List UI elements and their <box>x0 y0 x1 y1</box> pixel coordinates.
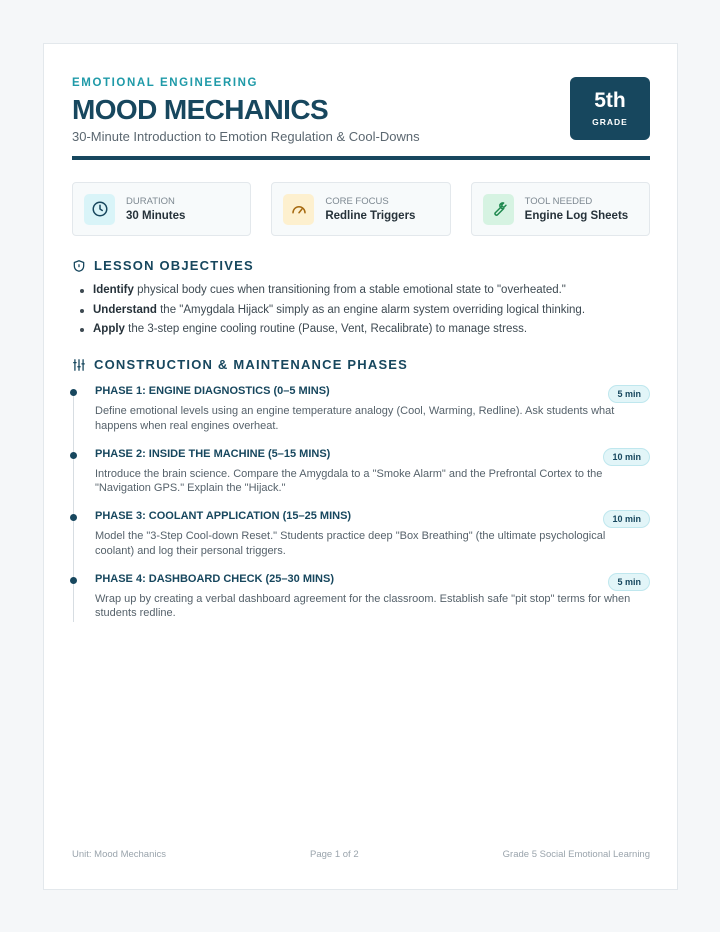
phase-description: Introduce the brain science. Compare the Amygdala to a "Smoke Alarm" and the Prefrontal Cortex to the "Navigation GPS." Explain the "Hijack." <box>95 467 603 495</box>
phase-description: Model the "3-Step Cool-down Reset." Students practice deep "Box Breathing" (the ultimate psychological coolant) and log their personal triggers. <box>95 530 606 557</box>
grade-label: GRADE <box>592 117 628 127</box>
sliders-icon <box>72 358 86 372</box>
card-label: TOOL NEEDED <box>524 196 593 207</box>
page-footer <box>72 849 650 860</box>
grade-number: 5th <box>594 89 626 112</box>
duration-badge: 5 min <box>608 573 650 591</box>
objective-verb: Understand <box>93 303 157 316</box>
phase-item <box>72 570 650 633</box>
card-label: CORE FOCUS <box>325 196 389 207</box>
footer-course: Grade 5 Social Emotional Learning <box>502 849 650 860</box>
phase-description: Define emotional levels using an engine temperature analogy (Cool, Warming, Redline). Ask students what happens when real engines overheat. <box>95 405 615 432</box>
objectives-header <box>72 258 254 273</box>
phase-title: PHASE 3: COOLANT APPLICATION (15–25 MINS) <box>95 510 352 523</box>
grade-badge <box>570 77 650 140</box>
clock-icon <box>84 194 115 225</box>
footer-page-number: Page 1 of 2 <box>310 849 359 860</box>
timeline-dot <box>70 389 77 396</box>
footer-unit: Unit: Mood Mechanics <box>72 849 166 860</box>
card-value: Redline Triggers <box>325 210 416 222</box>
phase-item <box>72 507 650 570</box>
objective-text: the "Amygdala Hijack" simply as an engine alarm system overriding logical thinking. <box>156 303 586 316</box>
page-subtitle: 30-Minute Introduction to Emotion Regulation & Cool-Downs <box>72 129 420 144</box>
list-item <box>80 320 640 340</box>
duration-badge: 10 min <box>603 448 650 466</box>
duration-badge: 10 min <box>603 510 650 528</box>
phase-title: PHASE 2: INSIDE THE MACHINE (5–15 MINS) <box>95 447 331 460</box>
page-title: MOOD MECHANICS <box>72 94 329 125</box>
timeline-dot <box>70 577 77 584</box>
eyebrow-label: EMOTIONAL ENGINEERING <box>72 77 259 89</box>
phases-title: CONSTRUCTION & MAINTENANCE PHASES <box>94 357 409 372</box>
phases-header <box>72 357 408 372</box>
list-item <box>80 281 640 301</box>
info-card-core-focus <box>271 182 450 236</box>
header-divider <box>72 156 650 160</box>
objective-text: the 3-step engine cooling routine (Pause, Vent, Recalibrate) to manage stress. <box>124 323 528 335</box>
header <box>72 77 650 144</box>
info-card-tool-needed <box>471 182 650 236</box>
gauge-icon <box>283 194 314 225</box>
info-card-duration <box>72 182 251 236</box>
list-item <box>80 301 640 321</box>
card-value: 30 Minutes <box>126 210 186 222</box>
phase-title: PHASE 4: DASHBOARD CHECK (25–30 MINS) <box>95 572 334 585</box>
phase-item <box>72 382 650 445</box>
objective-text: physical body cues when transitioning from a stable emotional state to "overheated." <box>133 284 566 296</box>
card-value: Engine Log Sheets <box>524 210 629 222</box>
card-label: DURATION <box>126 196 175 207</box>
shield-icon <box>72 259 86 273</box>
phase-item <box>72 445 650 508</box>
info-cards <box>72 182 650 236</box>
phase-title: PHASE 1: ENGINE DIAGNOSTICS (0–5 MINS) <box>95 385 330 397</box>
objective-verb: Apply <box>93 323 125 335</box>
timeline-dot <box>70 452 77 459</box>
timeline-dot <box>70 514 77 521</box>
objectives-title: LESSON OBJECTIVES <box>94 258 254 273</box>
duration-badge: 5 min <box>608 385 650 403</box>
phases-timeline <box>72 382 650 632</box>
objective-verb: Identify <box>93 284 134 296</box>
objectives-list <box>80 281 640 340</box>
wrench-icon <box>483 194 514 225</box>
phase-description: Wrap up by creating a verbal dashboard agreement for the classroom. Establish safe "pit stop" terms for when students redline. <box>95 592 631 620</box>
lesson-plan-page <box>43 43 678 890</box>
